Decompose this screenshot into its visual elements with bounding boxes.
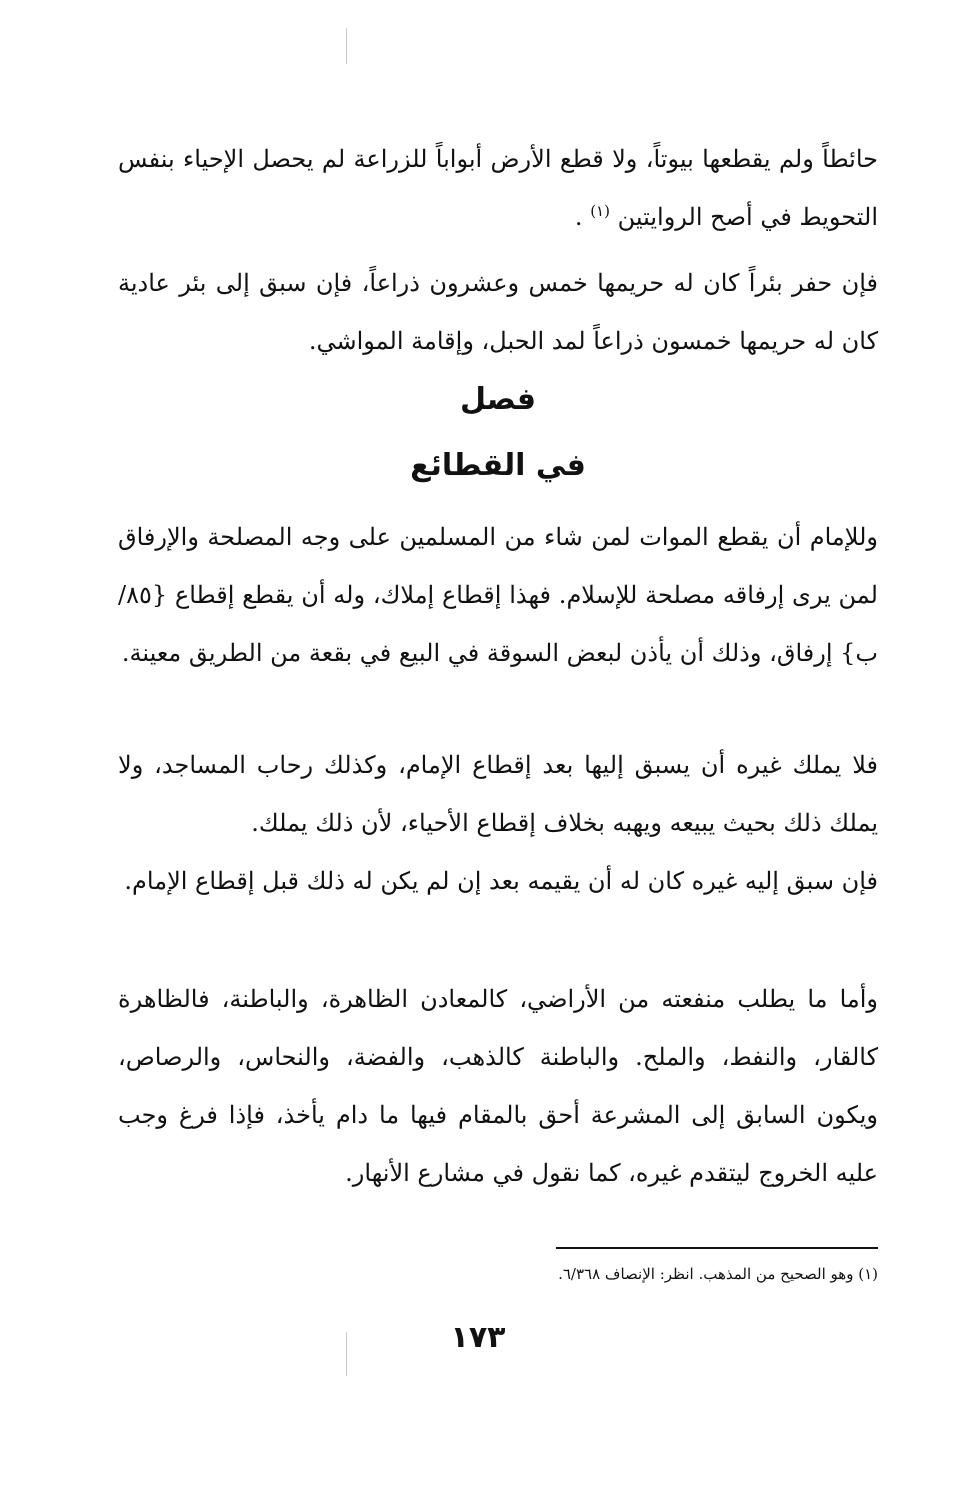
footnote-reference: (١) xyxy=(590,202,610,220)
paragraph-1-end: . xyxy=(574,203,583,231)
paragraph-4: فلا يملك غيره أن يسبق إليها بعد إقطاع الإمام، وكذلك رحاب المساجد، ولا يملك ذلك بحيث يبيعه ويهبه بخلاف إقطاع الأحياء، لأن ذلك يملك. xyxy=(118,751,878,837)
scan-mark-top xyxy=(346,28,347,64)
section-heading: فصل xyxy=(460,382,536,417)
page-number: ١٧٣ xyxy=(450,1320,506,1355)
paragraph-1-text: حائطاً ولم يقطعها بيوتاً، ولا قطع الأرض أبواباً للزراعة لم يحصل الإحياء بنفس التحويط في أصح الروايتين xyxy=(118,145,878,231)
scan-mark-bottom xyxy=(346,1332,347,1376)
paragraph-6: وأما ما يطلب منفعته من الأراضي، كالمعادن الظاهرة، والباطنة، فالظاهرة كالقار، والنفط، والملح. والباطنة كالذهب، والفضة، والنحاس، والرصاص، ويكون السابق إلى المشرعة أحق بالمقام فيها ما دام يأخذ، فإذا فرغ وجب عليه الخروج ليتقدم غيره، كما نقول في مشارع الأنهار. xyxy=(118,985,878,1187)
paragraph-5: فإن سبق إليه غيره كان له أن يقيمه بعد إن لم يكن له ذلك قبل إقطاع الإمام. xyxy=(124,867,878,895)
subsection-heading: في القطائع xyxy=(410,448,586,483)
footnote-divider xyxy=(556,1247,878,1249)
paragraph-3: وللإمام أن يقطع الموات لمن شاء من المسلمين على وجه المصلحة والإرفاق لمن يرى إرفاقه مصلحة للإسلام. فهذا إقطاع إملاك، وله أن يقطع إقطاع {٨٥/ ب} إرفاق، وذلك أن يأذن لبعض السوقة في البيع في بقعة من الطريق معينة. xyxy=(118,523,878,667)
paragraph-2: فإن حفر بئراً كان له حريمها خمس وعشرون ذراعاً، فإن سبق إلى بئر عادية كان له حريمها خمسون ذراعاً لمد الحبل، وإقامة المواشي. xyxy=(118,269,879,355)
footnote: (١) وهو الصحيح من المذهب. انظر: الإنصاف ٦/٣٦٨. xyxy=(558,1265,878,1283)
paragraph-1 xyxy=(118,130,878,246)
